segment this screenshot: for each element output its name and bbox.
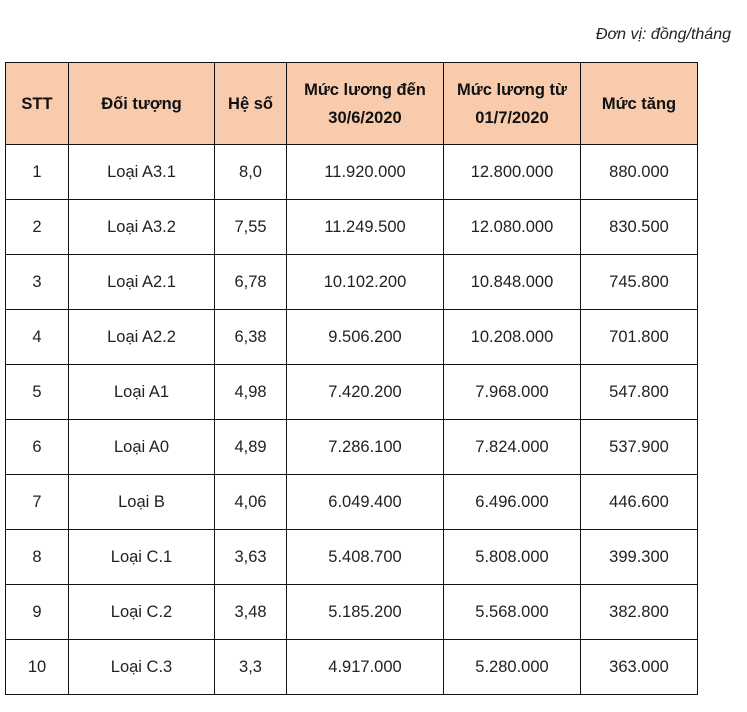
cell-he-so: 4,06 xyxy=(215,475,287,530)
cell-he-so: 6,38 xyxy=(215,310,287,365)
cell-luong-cu: 11.920.000 xyxy=(287,145,444,200)
cell-luong-moi: 10.848.000 xyxy=(444,255,581,310)
cell-doi-tuong: Loại A3.2 xyxy=(69,200,215,255)
table-header-row xyxy=(6,63,698,145)
table-row xyxy=(6,640,698,695)
cell-luong-moi: 10.208.000 xyxy=(444,310,581,365)
header-muc-tang: Mức tăng xyxy=(581,63,698,145)
table-row xyxy=(6,530,698,585)
table-row xyxy=(6,475,698,530)
cell-stt: 10 xyxy=(6,640,69,695)
cell-luong-cu: 7.420.200 xyxy=(287,365,444,420)
table-row xyxy=(6,420,698,475)
cell-luong-moi: 5.280.000 xyxy=(444,640,581,695)
cell-luong-moi: 12.080.000 xyxy=(444,200,581,255)
cell-muc-tang: 537.900 xyxy=(581,420,698,475)
table-row xyxy=(6,585,698,640)
cell-luong-cu: 9.506.200 xyxy=(287,310,444,365)
cell-luong-cu: 5.408.700 xyxy=(287,530,444,585)
cell-stt: 5 xyxy=(6,365,69,420)
table-body xyxy=(6,145,698,695)
cell-muc-tang: 382.800 xyxy=(581,585,698,640)
cell-luong-moi: 7.824.000 xyxy=(444,420,581,475)
salary-table xyxy=(5,62,698,695)
cell-he-so: 3,3 xyxy=(215,640,287,695)
cell-stt: 3 xyxy=(6,255,69,310)
cell-stt: 7 xyxy=(6,475,69,530)
cell-muc-tang: 745.800 xyxy=(581,255,698,310)
unit-note: Đơn vị: đồng/tháng xyxy=(595,26,731,43)
cell-doi-tuong: Loại C.2 xyxy=(69,585,215,640)
cell-luong-cu: 4.917.000 xyxy=(287,640,444,695)
header-doi-tuong: Đối tượng xyxy=(69,63,215,145)
cell-luong-moi: 6.496.000 xyxy=(444,475,581,530)
cell-muc-tang: 830.500 xyxy=(581,200,698,255)
cell-luong-cu: 10.102.200 xyxy=(287,255,444,310)
cell-doi-tuong: Loại C.3 xyxy=(69,640,215,695)
cell-he-so: 3,63 xyxy=(215,530,287,585)
table-row xyxy=(6,310,698,365)
cell-luong-moi: 12.800.000 xyxy=(444,145,581,200)
cell-stt: 4 xyxy=(6,310,69,365)
cell-stt: 6 xyxy=(6,420,69,475)
cell-luong-cu: 5.185.200 xyxy=(287,585,444,640)
cell-he-so: 4,89 xyxy=(215,420,287,475)
cell-muc-tang: 547.800 xyxy=(581,365,698,420)
cell-doi-tuong: Loại C.1 xyxy=(69,530,215,585)
cell-stt: 9 xyxy=(6,585,69,640)
cell-stt: 1 xyxy=(6,145,69,200)
cell-luong-cu: 11.249.500 xyxy=(287,200,444,255)
cell-muc-tang: 701.800 xyxy=(581,310,698,365)
cell-muc-tang: 880.000 xyxy=(581,145,698,200)
cell-doi-tuong: Loại A1 xyxy=(69,365,215,420)
cell-muc-tang: 363.000 xyxy=(581,640,698,695)
cell-luong-moi: 5.568.000 xyxy=(444,585,581,640)
cell-he-so: 6,78 xyxy=(215,255,287,310)
cell-muc-tang: 399.300 xyxy=(581,530,698,585)
cell-doi-tuong: Loại A0 xyxy=(69,420,215,475)
cell-doi-tuong: Loại B xyxy=(69,475,215,530)
table-row xyxy=(6,255,698,310)
cell-he-so: 7,55 xyxy=(215,200,287,255)
cell-he-so: 3,48 xyxy=(215,585,287,640)
cell-he-so: 8,0 xyxy=(215,145,287,200)
header-stt: STT xyxy=(6,63,69,145)
cell-doi-tuong: Loại A2.2 xyxy=(69,310,215,365)
cell-luong-cu: 7.286.100 xyxy=(287,420,444,475)
header-he-so: Hệ số xyxy=(215,63,287,145)
header-luong-cu: Mức lương đến 30/6/2020 xyxy=(287,63,444,145)
cell-luong-moi: 7.968.000 xyxy=(444,365,581,420)
cell-luong-moi: 5.808.000 xyxy=(444,530,581,585)
cell-stt: 8 xyxy=(6,530,69,585)
cell-doi-tuong: Loại A3.1 xyxy=(69,145,215,200)
cell-doi-tuong: Loại A2.1 xyxy=(69,255,215,310)
table-row xyxy=(6,365,698,420)
table-row xyxy=(6,200,698,255)
cell-he-so: 4,98 xyxy=(215,365,287,420)
cell-luong-cu: 6.049.400 xyxy=(287,475,444,530)
cell-muc-tang: 446.600 xyxy=(581,475,698,530)
header-luong-moi: Mức lương từ 01/7/2020 xyxy=(444,63,581,145)
table-row xyxy=(6,145,698,200)
cell-stt: 2 xyxy=(6,200,69,255)
